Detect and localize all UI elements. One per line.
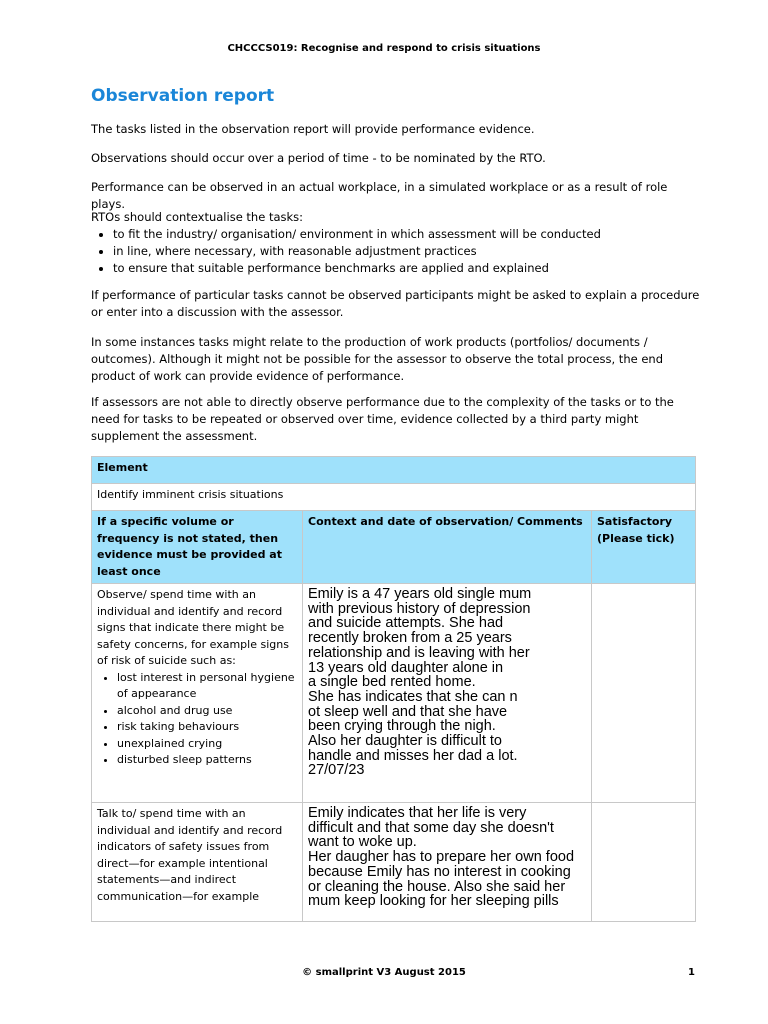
comment-line: a single bed rented home.	[308, 674, 476, 691]
comment-line: difficult and that some day she doesn't	[308, 819, 554, 836]
task-description: Observe/ spend time with an individual and identify and record signs that indicate there might be safety concerns, for example signs of risk of suicide such as:	[97, 588, 289, 667]
comment-line: mum keep looking for her sleeping pills	[308, 893, 559, 910]
paragraph-work-products	[91, 334, 701, 385]
comment-line: Emily is a 47 years old single mum	[308, 586, 532, 602]
comment-line: relationship and is leaving with her	[308, 644, 530, 661]
paragraph-text: RTOs should contextualise the tasks:	[91, 210, 304, 224]
column-header-comments: Context and date of observation/ Comments	[303, 511, 592, 584]
comment-line: because Emily has no interest in cooking	[308, 863, 571, 880]
paragraph-discussion	[91, 287, 701, 321]
list-item: • risk taking behaviours	[117, 719, 297, 736]
paragraph-text: Performance can be observed in an actual workplace, in a simulated workplace or as a result of role plays.	[91, 180, 668, 211]
comment-cell[interactable]	[303, 803, 592, 922]
comment-line: want to woke up.	[308, 834, 417, 851]
list-item: • to ensure that suitable performance benchmarks are applied and explained	[113, 260, 701, 277]
footer-copyright: © smallprint V3 August 2015	[302, 967, 466, 978]
table-row	[92, 584, 696, 803]
comment-line: and suicide attempts. She had	[308, 615, 504, 632]
comment-line: 13 years old daughter alone in	[308, 659, 504, 676]
paragraph-text: Observations should occur over a period of time - to be nominated by the RTO.	[91, 151, 546, 165]
comment-line: or cleaning the house. Also she said her	[308, 878, 566, 895]
list-item: • lost interest in personal hygiene of appearance	[117, 670, 297, 703]
column-header-satisfactory: Satisfactory (Please tick)	[592, 511, 696, 584]
comment-line: Also her daughter is difficult to	[308, 733, 502, 750]
comment-line: been crying through the nigh.	[308, 718, 496, 735]
comment-cell[interactable]	[303, 584, 592, 803]
table-row	[92, 803, 696, 922]
page-header: CHCCCS019: Recognise and respond to crisis situations	[227, 43, 541, 54]
list-item: • disturbed sleep patterns	[117, 752, 297, 769]
paragraph-contextualise	[91, 209, 701, 277]
comment-line: recently broken from a 25 years	[308, 630, 512, 647]
comment-line: Emily indicates that her life is very	[308, 805, 527, 821]
comment-line: ot sleep well and that she have	[308, 703, 508, 720]
table-header-row	[92, 511, 696, 584]
contextualise-list	[91, 226, 701, 277]
task-cell	[92, 803, 303, 922]
paragraph-text: In some instances tasks might relate to the production of work products (portfolios/ documents / outcomes). Although it might not be possible for the assessor to observe the total process, the end product of work can provide evidence of performance.	[91, 335, 664, 383]
paragraph-text: If assessors are not able to directly observe performance due to the complexity of the tasks or to the need for tasks to be repeated or observed over time, evidence collected by a third party might supplement the assessment.	[91, 395, 674, 443]
paragraph-observation-setting	[91, 179, 701, 213]
list-item: • alcohol and drug use	[117, 703, 297, 720]
comment-line: with previous history of depression	[308, 600, 531, 617]
comment-line: 27/07/23	[308, 762, 365, 779]
list-item: • unexplained crying	[117, 736, 297, 753]
comment-line: Her daugher has to prepare her own food	[308, 849, 575, 866]
comment-line: She has indicates that she can n	[308, 688, 518, 705]
comment-line: handle and misses her dad a lot.	[308, 747, 518, 764]
task-signs-list	[97, 670, 297, 769]
task-description: Talk to/ spend time with an individual and identify and record indicators of safety issues from direct—for example intentional statements—and indirect communication—for example	[97, 807, 283, 903]
list-item: • to fit the industry/ organisation/ environment in which assessment will be conducted	[113, 226, 701, 243]
satisfactory-cell[interactable]	[592, 584, 696, 803]
task-cell	[92, 584, 303, 803]
observation-table	[91, 456, 696, 922]
element-header: Element	[92, 457, 696, 484]
paragraph-performance-evidence	[91, 121, 701, 138]
paragraph-observation-period	[91, 150, 701, 167]
paragraph-text: The tasks listed in the observation report will provide performance evidence.	[91, 122, 535, 136]
paragraph-third-party	[91, 394, 701, 445]
table-row	[92, 484, 696, 511]
page-title: Observation report	[91, 86, 275, 106]
satisfactory-cell[interactable]	[592, 803, 696, 922]
table-row	[92, 457, 696, 484]
element-value: Identify imminent crisis situations	[92, 484, 696, 511]
column-header-task: If a specific volume or frequency is not stated, then evidence must be provided at least once	[92, 511, 303, 584]
paragraph-text: If performance of particular tasks cannot be observed participants might be asked to explain a procedure or enter into a discussion with the assessor.	[91, 288, 700, 319]
page-number: 1	[688, 967, 695, 978]
list-item: • in line, where necessary, with reasonable adjustment practices	[113, 243, 701, 260]
